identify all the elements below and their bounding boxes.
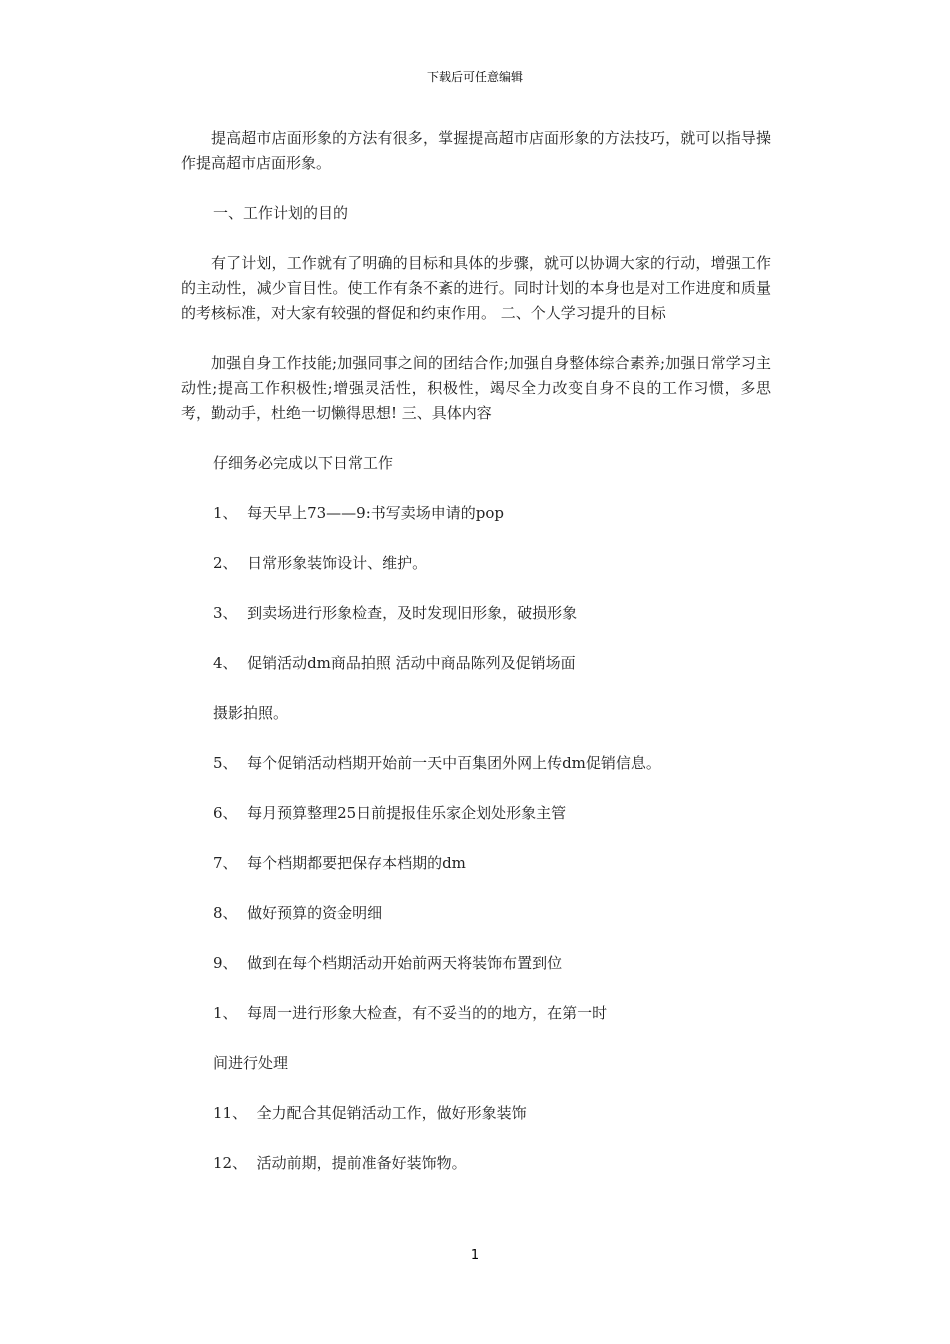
- page-header: 下载后可任意编辑: [426, 70, 523, 84]
- paragraph: 加强自身工作技能;加强同事之间的团结合作;加强自身整体综合素养;加强日常学习主动性;提高工作积极性;增强灵活性，积极性，竭尽全力改变自身不良的工作习惯，多思考，勤动手，杜绝一切懒得思想! 三、具体内容: [181, 354, 771, 422]
- list-item: 间进行处理: [213, 1054, 289, 1072]
- list-item: 6、 每月预算整理25日前提报佳乐家企划处形象主管: [213, 804, 567, 822]
- list-item: 3、 到卖场进行形象检查，及时发现旧形象，破损形象: [213, 604, 578, 622]
- list-item: 5、 每个促销活动档期开始前一天中百集团外网上传dm促销信息。: [213, 754, 661, 772]
- list-lead: 仔细务必完成以下日常工作: [213, 454, 394, 472]
- list-item: 摄影拍照。: [213, 704, 289, 722]
- list-item: 12、 活动前期，提前准备好装饰物。: [213, 1154, 467, 1172]
- page-number: 1: [470, 1248, 480, 1263]
- list-item: 4、 促销活动dm商品拍照 活动中商品陈列及促销场面: [213, 654, 576, 672]
- list-item: 1、 每周一进行形象大检查，有不妥当的的地方，在第一时: [213, 1004, 608, 1022]
- list-item: 9、 做到在每个档期活动开始前两天将装饰布置到位: [213, 954, 563, 972]
- list-item: 2、 日常形象装饰设计、维护。: [213, 554, 428, 572]
- paragraph: 有了计划，工作就有了明确的目标和具体的步骤，就可以协调大家的行动，增强工作的主动性，减少盲目性。使工作有条不紊的进行。同时计划的本身也是对工作进度和质量的考核标准，对大家有较强的督促和约束作用。 二、个人学习提升的目标: [181, 254, 771, 322]
- list-item: 11、 全力配合其促销活动工作，做好形象装饰: [213, 1104, 527, 1122]
- section-heading: 一、工作计划的目的: [213, 204, 349, 222]
- list-item: 1、 每天早上73——9:书写卖场申请的pop: [213, 504, 504, 522]
- document-body: [181, 126, 771, 1176]
- list-item: 7、 每个档期都要把保存本档期的dm: [213, 854, 466, 872]
- intro-paragraph: 提高超市店面形象的方法有很多，掌握提高超市店面形象的方法技巧，就可以指导操作提高超市店面形象。: [181, 129, 771, 172]
- list-item: 8、 做好预算的资金明细: [213, 904, 383, 922]
